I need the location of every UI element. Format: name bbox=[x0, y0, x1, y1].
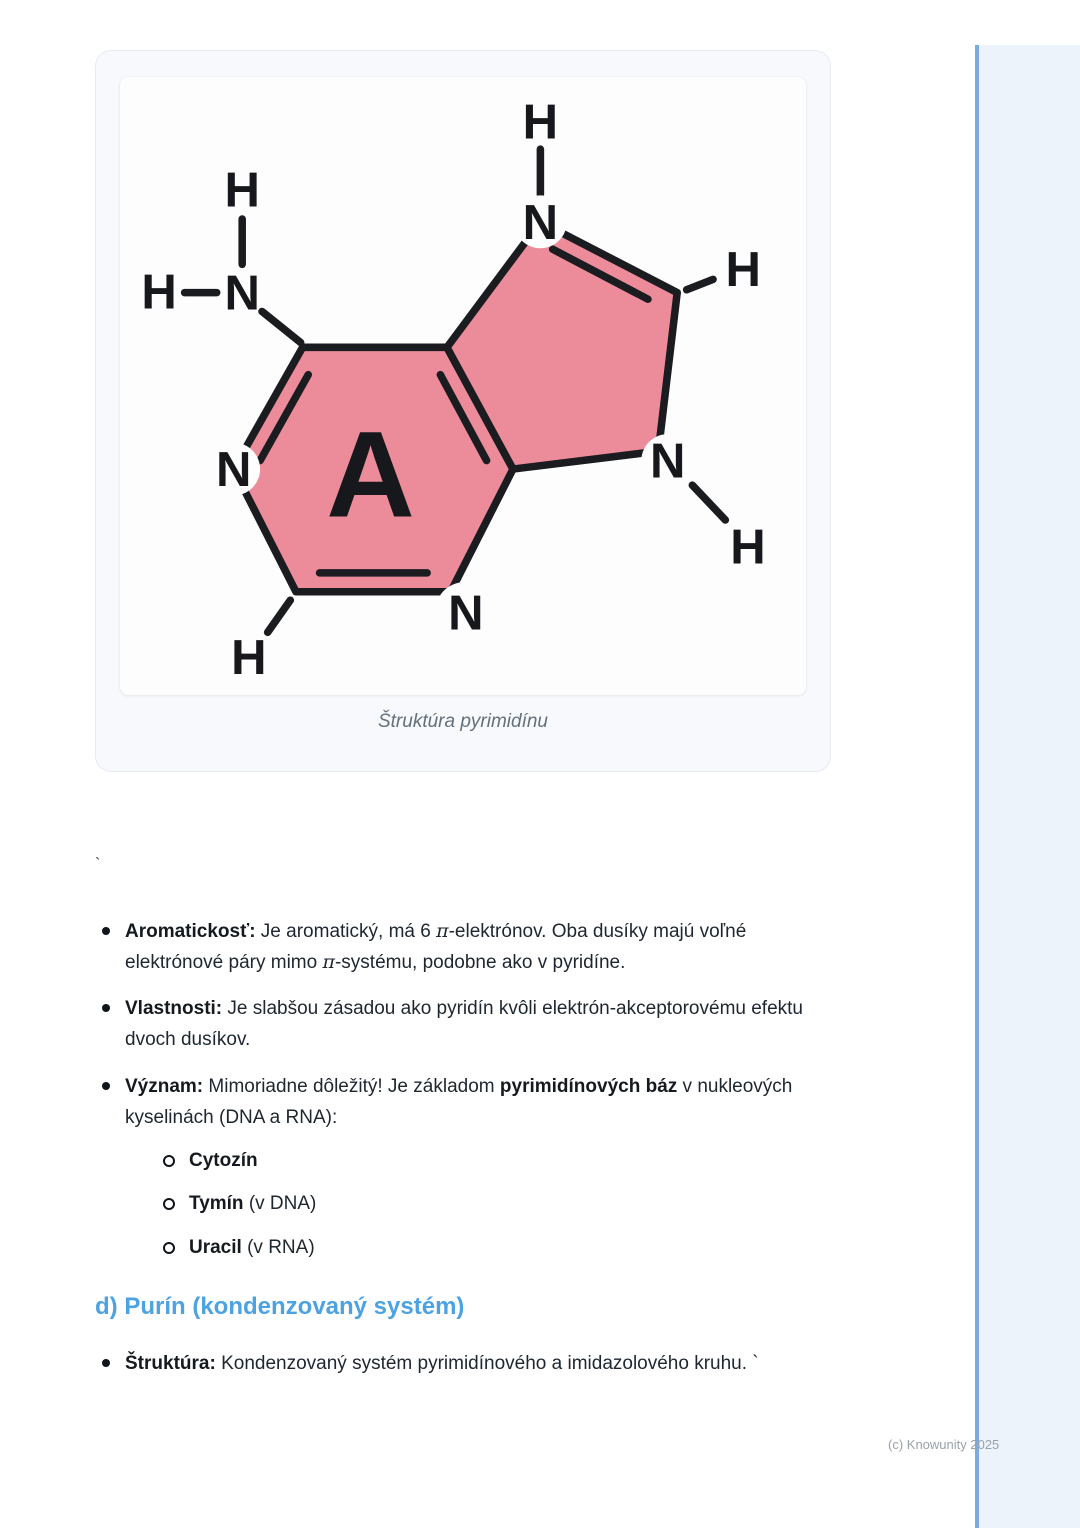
bullet-segment: Kondenzovaný systém pyrimidínového a imidazolového kruhu. ` bbox=[215, 1353, 759, 1375]
bullet-bold-phrase: pyrimidínových báz bbox=[499, 1075, 678, 1097]
atom-label-n: N bbox=[215, 443, 252, 498]
sub-bullet-marker bbox=[163, 1242, 175, 1254]
bullet-label: Význam: bbox=[125, 1075, 204, 1097]
bullet-segment: Je aromatický, má 6 bbox=[255, 921, 437, 942]
atom-label-n: N bbox=[448, 586, 484, 641]
atom-label-n: N bbox=[224, 266, 260, 321]
bullet-text bbox=[125, 993, 820, 1055]
list-item bbox=[95, 1348, 835, 1379]
sub-bullet-list bbox=[163, 1146, 820, 1263]
atom-label-h: H bbox=[141, 265, 177, 320]
atom-label-h: H bbox=[231, 630, 267, 685]
pi-symbol: π bbox=[322, 951, 335, 974]
bullet-text bbox=[125, 1071, 820, 1263]
stray-backtick: ` bbox=[95, 856, 101, 873]
next-page-edge bbox=[975, 45, 1080, 1528]
list-item bbox=[95, 1071, 835, 1263]
bullet-segment: -elektrónov. Oba dusíky majú voľné elektrónové páry mimo bbox=[125, 921, 747, 974]
sub-bullet-text bbox=[189, 1146, 820, 1176]
list-item bbox=[95, 993, 835, 1055]
sub-bullet-label: Cytozín bbox=[189, 1149, 258, 1171]
atom-label-n: N bbox=[522, 195, 559, 250]
list-item bbox=[95, 916, 835, 978]
figure-card bbox=[95, 50, 831, 772]
bullet-segment: Mimoriadne dôležitý! Je základom bbox=[203, 1075, 500, 1097]
sub-bullet-marker bbox=[163, 1155, 175, 1167]
sub-bullet-rest: (v DNA) bbox=[243, 1193, 317, 1215]
bullet-text bbox=[125, 1348, 820, 1379]
notes-content bbox=[95, 916, 835, 1379]
copyright-watermark: (c) Knowunity 2025 bbox=[888, 1437, 1000, 1452]
bullet-marker bbox=[102, 1082, 110, 1090]
list-item bbox=[163, 1146, 820, 1176]
atom-label-h: H bbox=[224, 163, 260, 218]
figure-panel bbox=[120, 77, 806, 695]
atom-label-n: N bbox=[650, 434, 686, 489]
bullet-text bbox=[125, 916, 820, 978]
bullet-list bbox=[95, 916, 835, 1263]
sub-bullet-rest: (v RNA) bbox=[241, 1236, 315, 1258]
bullet-label: Štruktúra: bbox=[125, 1353, 216, 1375]
bullet-marker bbox=[102, 927, 110, 935]
bullet-label: Aromatickosť: bbox=[125, 921, 256, 942]
bullet-marker bbox=[102, 1359, 110, 1367]
atom-label-h: H bbox=[730, 520, 766, 575]
bullet-label: Vlastnosti: bbox=[125, 998, 223, 1020]
list-item bbox=[163, 1189, 820, 1219]
figure-caption: Štruktúra pyrimidínu bbox=[377, 711, 548, 733]
bullet-segment: Je slabšou zásadou ako pyridín kvôli elektrón-akceptorovému efektu dvoch dusíkov. bbox=[125, 998, 803, 1051]
pi-symbol: π bbox=[436, 920, 449, 942]
sub-bullet-label: Tymín bbox=[189, 1193, 244, 1215]
molecule-structure-svg bbox=[128, 85, 798, 687]
section-heading: d) Purín (kondenzovaný systém) bbox=[95, 1293, 465, 1321]
sub-bullet-label: Uracil bbox=[189, 1236, 242, 1258]
sub-bullet-marker bbox=[163, 1198, 175, 1210]
bullet-segment: v nukleových kyselinách (DNA a RNA): bbox=[125, 1075, 793, 1128]
bullet-marker bbox=[102, 1004, 110, 1012]
molecule-center-letter: A bbox=[326, 405, 415, 543]
bullet-segment: -systému, podobne ako v pyridíne. bbox=[334, 952, 626, 974]
list-item bbox=[163, 1233, 820, 1263]
atom-label-h: H bbox=[725, 242, 761, 297]
sub-bullet-text bbox=[189, 1233, 820, 1263]
sub-bullet-text bbox=[189, 1189, 820, 1219]
atom-label-h: H bbox=[522, 95, 559, 150]
